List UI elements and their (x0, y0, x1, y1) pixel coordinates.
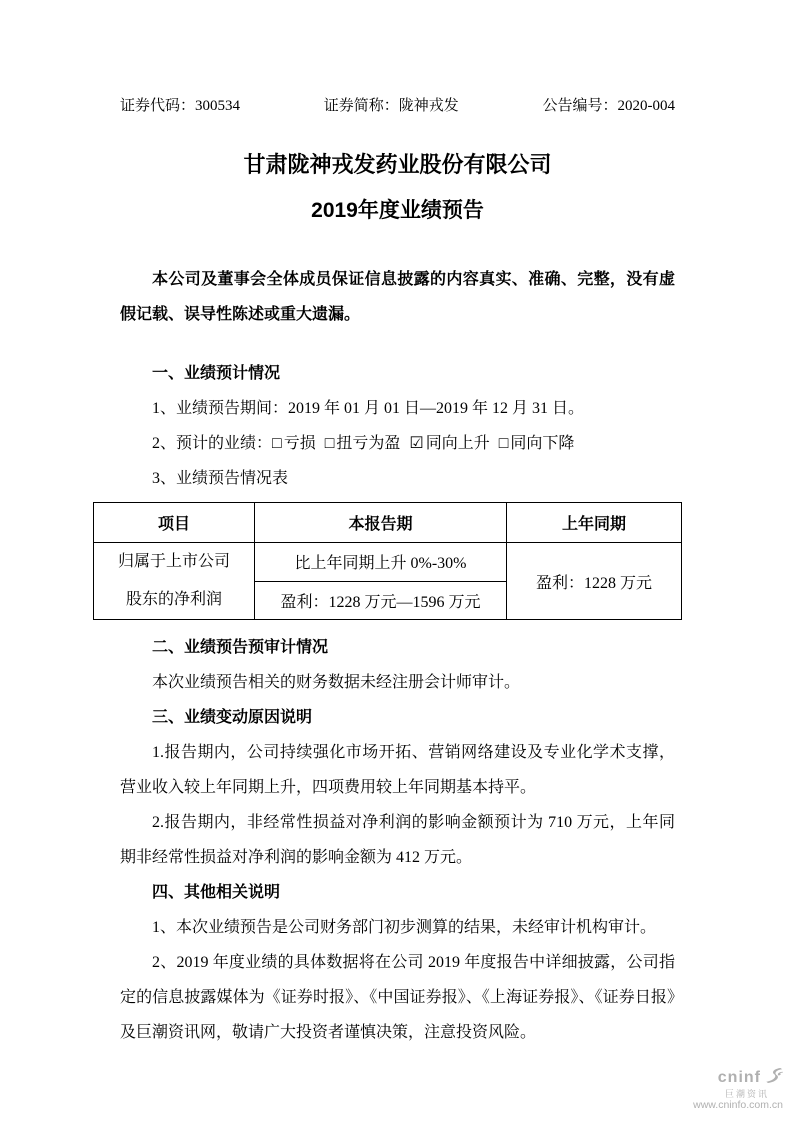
cninfo-logo-icon (763, 1067, 783, 1089)
reason-paragraph-2: 2.报告期内，非经常性损益对净利润的影响金额预计为 710 万元，上年同期非经常性损益对净利润的影响金额为 412 万元。 (120, 814, 675, 866)
table-header-prior-period: 上年同期 (507, 503, 682, 543)
table-row (94, 543, 682, 582)
checkbox-unchecked-icon: □ (324, 435, 335, 452)
doc-header (120, 96, 675, 116)
item-label-line1: 归属于上市公司 (117, 553, 230, 570)
section-heading-2: 二、业绩预告预审计情况 (152, 639, 329, 656)
section-heading-4: 四、其他相关说明 (152, 884, 281, 901)
checkbox-unchecked-icon: □ (498, 435, 509, 452)
cninfo-watermark (693, 1067, 783, 1112)
forecast-type-item (120, 426, 675, 461)
checkbox-option-increase (409, 435, 489, 452)
checkbox-label: 同向下降 (510, 435, 575, 452)
announcement-number: 公告编号：2020-004 (542, 98, 675, 114)
table-header-row (94, 503, 682, 543)
company-title: 甘肃陇神戎发药业股份有限公司 (243, 152, 552, 177)
checkbox-label: 扭亏为盈 (336, 435, 401, 452)
table-header-current-period: 本报告期 (255, 503, 507, 543)
other-note-2: 2、2019 年度业绩的具体数据将在公司 2019 年度报告中详细披露，公司指定的信息披露媒体为《证券时报》、《中国证券报》、《上海证券报》、《证券日报》及巨潮资讯网，敬请广大投资者谨慎决策，注意投资风险。 (120, 954, 675, 1041)
stock-abbr: 证券简称：陇神戎发 (323, 98, 459, 114)
table-cell-current-range: 盈利：1228 万元—1596 万元 (255, 581, 507, 620)
table-cell-prior-value: 盈利：1228 万元 (507, 543, 682, 620)
cninfo-logo-row (693, 1067, 783, 1089)
cninfo-logo-text: cninf (717, 1068, 761, 1086)
checkbox-option-decrease (499, 435, 575, 452)
reason-paragraph-1: 1.报告期内，公司持续强化市场开拓、营销网络建设及专业化学术支撑，营业收入较上年同期上升，四项费用较上年同期基本持平。 (120, 744, 675, 796)
disclaimer-paragraph: 本公司及董事会全体成员保证信息披露的内容真实、准确、完整，没有虚假记载、误导性陈述或重大遗漏。 (120, 271, 675, 323)
cninfo-brand-cn: 巨潮资讯 (724, 1088, 769, 1099)
section-heading-1: 一、业绩预计情况 (152, 365, 281, 382)
table-cell-current-change: 比上年同期上升 0%-30% (255, 543, 507, 582)
checkbox-label: 亏损 (283, 435, 316, 452)
forecast-table (93, 502, 682, 620)
cninfo-url: www.cninfo.com.cn (693, 1099, 783, 1112)
forecast-type-prefix: 2、预计的业绩： (152, 435, 273, 452)
other-note-1: 1、本次业绩预告是公司财务部门初步测算的结果，未经审计机构审计。 (152, 919, 657, 936)
checkbox-option-turnaround (325, 435, 401, 452)
checkbox-unchecked-icon: □ (272, 435, 282, 452)
stock-code: 证券代码：300534 (120, 98, 241, 114)
table-header-item: 项目 (94, 503, 255, 543)
checkbox-checked-icon: ☑ (409, 435, 424, 452)
table-cell-item-label (94, 543, 255, 620)
item-label-line2: 股东的净利润 (125, 591, 222, 608)
checkbox-label: 同向上升 (425, 435, 490, 452)
section-heading-3: 三、业绩变动原因说明 (152, 709, 313, 726)
checkbox-option-loss (272, 435, 316, 452)
forecast-table-caption: 3、业绩预告情况表 (152, 470, 289, 487)
audit-status-text: 本次业绩预告相关的财务数据未经注册会计师审计。 (152, 674, 521, 691)
forecast-period-item: 1、业绩预告期间：2019 年 01 月 01 日—2019 年 12 月 31 日。 (152, 400, 585, 417)
page-subtitle: 2019年度业绩预告 (311, 199, 484, 222)
